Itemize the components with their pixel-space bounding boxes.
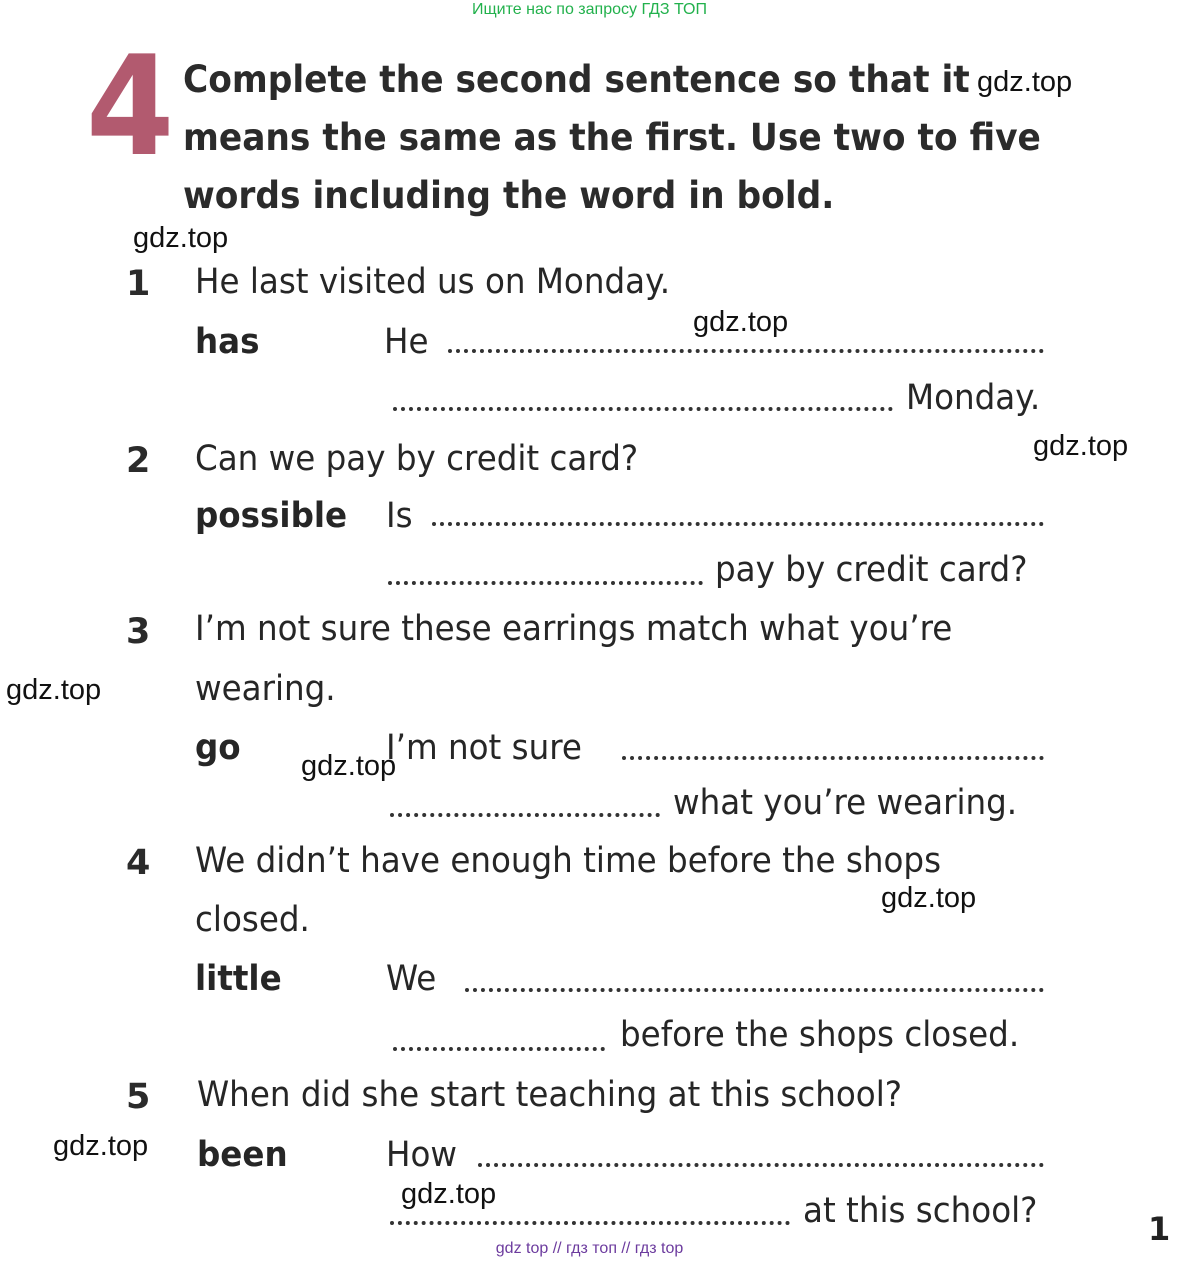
answer-end: at this school? [803, 1191, 1038, 1231]
answer-blank[interactable] [478, 1163, 1044, 1167]
page-edge-number: 1 [1148, 1210, 1171, 1248]
answer-end: before the shops closed. [620, 1015, 1020, 1055]
answer-end: what you’re wearing. [673, 783, 1018, 823]
watermark: gdz.top [977, 66, 1073, 98]
watermark: gdz.top [53, 1130, 149, 1162]
keyword: little [195, 959, 282, 999]
item-sentence: closed. [195, 900, 310, 940]
item-sentence: He last visited us on Monday. [195, 262, 671, 302]
instruction-line-3: words including the word in bold. [183, 174, 835, 217]
answer-end: Monday. [906, 378, 1041, 418]
item-sentence: I’m not sure these earrings match what you’re [195, 609, 953, 649]
exercise-number: 4 [86, 26, 175, 187]
item-number: 3 [126, 612, 151, 652]
answer-blank[interactable] [390, 1221, 790, 1225]
item-number: 2 [126, 441, 151, 481]
item-number: 4 [126, 843, 151, 883]
keyword: been [197, 1135, 288, 1175]
item-sentence: Can we pay by credit card? [195, 439, 639, 479]
instruction-line-2: means the same as the first. Use two to five [183, 116, 1041, 159]
answer-end: pay by credit card? [715, 550, 1028, 590]
keyword: has [195, 322, 260, 362]
item-number: 5 [126, 1077, 151, 1117]
answer-start: How [386, 1135, 458, 1175]
watermark: gdz.top [1033, 430, 1129, 462]
answer-blank[interactable] [465, 988, 1044, 992]
item-sentence: wearing. [195, 669, 336, 709]
answer-start: We [386, 959, 437, 999]
watermark: gdz.top [133, 222, 229, 254]
watermark: gdz.top [301, 750, 397, 782]
answer-blank[interactable] [432, 522, 1044, 526]
answer-blank[interactable] [393, 1047, 605, 1051]
answer-blank[interactable] [393, 407, 893, 411]
answer-blank[interactable] [388, 581, 703, 585]
item-sentence: We didn’t have enough time before the shops [195, 841, 942, 881]
bottom-banner-link[interactable]: gdz top // гдз топ // гдз top [495, 1240, 684, 1257]
instruction-line-1: Complete the second sentence so that it [183, 58, 970, 101]
keyword: possible [195, 496, 348, 536]
answer-start: He [384, 322, 429, 362]
answer-blank[interactable] [448, 349, 1044, 353]
item-sentence: When did she start teaching at this school? [197, 1075, 903, 1115]
watermark: gdz.top [881, 882, 977, 914]
keyword: go [195, 728, 241, 768]
watermark: gdz.top [401, 1178, 497, 1210]
answer-start: Is [386, 496, 413, 536]
item-number: 1 [126, 264, 151, 304]
answer-blank[interactable] [622, 756, 1044, 760]
watermark: gdz.top [693, 306, 789, 338]
watermark: gdz.top [6, 674, 102, 706]
top-banner-link[interactable]: Ищите нас по запросу ГДЗ ТОП [472, 1, 707, 18]
answer-blank[interactable] [390, 813, 660, 817]
answer-start: I’m not sure [386, 728, 582, 768]
